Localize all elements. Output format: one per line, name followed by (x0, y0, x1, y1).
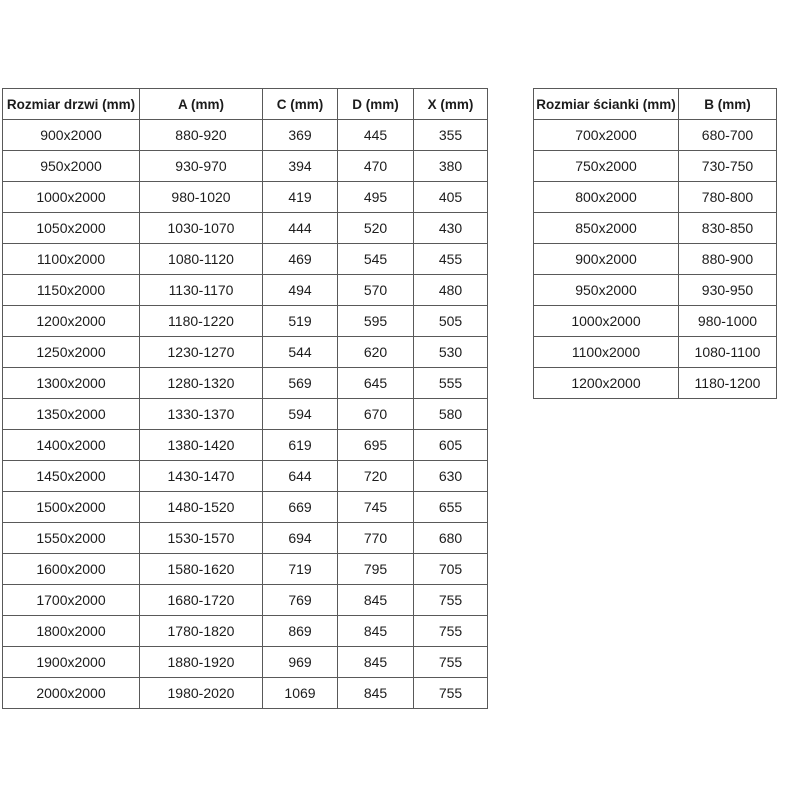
table-row (3, 213, 488, 244)
table-cell: 900x2000 (3, 120, 140, 151)
table-cell: 980-1000 (679, 306, 777, 337)
table-row (3, 554, 488, 585)
table-cell: 755 (414, 678, 488, 709)
table-cell: 405 (414, 182, 488, 213)
table-cell: 755 (414, 585, 488, 616)
table-row (3, 430, 488, 461)
table-cell: 594 (263, 399, 338, 430)
table-cell: 519 (263, 306, 338, 337)
table-cell: 494 (263, 275, 338, 306)
wall-size-table (533, 88, 777, 399)
table-cell: 950x2000 (3, 151, 140, 182)
table-cell: 980-1020 (140, 182, 263, 213)
table-cell: 845 (338, 616, 414, 647)
table-cell: 845 (338, 585, 414, 616)
table-cell: 655 (414, 492, 488, 523)
table-cell: 619 (263, 430, 338, 461)
table-row (3, 337, 488, 368)
column-header: B (mm) (679, 89, 777, 120)
door-size-table (2, 88, 488, 709)
table-cell: 850x2000 (534, 213, 679, 244)
table-cell: 1780-1820 (140, 616, 263, 647)
table-cell: 394 (263, 151, 338, 182)
table-cell: 419 (263, 182, 338, 213)
table-cell: 720 (338, 461, 414, 492)
table-cell: 1500x2000 (3, 492, 140, 523)
table-cell: 745 (338, 492, 414, 523)
table-row (3, 368, 488, 399)
table-cell: 830-850 (679, 213, 777, 244)
table-cell: 880-920 (140, 120, 263, 151)
table-cell: 694 (263, 523, 338, 554)
table-row (534, 306, 777, 337)
table-cell: 1400x2000 (3, 430, 140, 461)
table-cell: 1000x2000 (534, 306, 679, 337)
table-cell: 1350x2000 (3, 399, 140, 430)
table-cell: 930-950 (679, 275, 777, 306)
table-cell: 569 (263, 368, 338, 399)
table-cell: 570 (338, 275, 414, 306)
table-cell: 1100x2000 (534, 337, 679, 368)
table-cell: 2000x2000 (3, 678, 140, 709)
table-cell: 1450x2000 (3, 461, 140, 492)
table-row (3, 182, 488, 213)
column-header: Rozmiar ścianki (mm) (534, 89, 679, 120)
table-cell: 1980-2020 (140, 678, 263, 709)
table-cell: 580 (414, 399, 488, 430)
table-row (534, 337, 777, 368)
table-cell: 670 (338, 399, 414, 430)
table-row (3, 461, 488, 492)
table-cell: 1100x2000 (3, 244, 140, 275)
table-cell: 900x2000 (534, 244, 679, 275)
column-header: D (mm) (338, 89, 414, 120)
table-cell: 845 (338, 678, 414, 709)
table-row (534, 275, 777, 306)
table-cell: 1069 (263, 678, 338, 709)
table-cell: 520 (338, 213, 414, 244)
table-cell: 1550x2000 (3, 523, 140, 554)
table-cell: 455 (414, 244, 488, 275)
table-cell: 1150x2000 (3, 275, 140, 306)
table-cell: 595 (338, 306, 414, 337)
table-cell: 545 (338, 244, 414, 275)
table-cell: 1200x2000 (534, 368, 679, 399)
table-row (534, 151, 777, 182)
table-row (3, 678, 488, 709)
table-cell: 1030-1070 (140, 213, 263, 244)
table-cell: 444 (263, 213, 338, 244)
table-cell: 755 (414, 616, 488, 647)
table-cell: 620 (338, 337, 414, 368)
table-cell: 1280-1320 (140, 368, 263, 399)
table-cell: 1180-1220 (140, 306, 263, 337)
table-cell: 555 (414, 368, 488, 399)
table-row (3, 585, 488, 616)
table-cell: 755 (414, 647, 488, 678)
table-row (534, 368, 777, 399)
door-table-header-row (3, 89, 488, 120)
table-row (3, 151, 488, 182)
table-row (3, 120, 488, 151)
table-cell: 769 (263, 585, 338, 616)
table-cell: 1700x2000 (3, 585, 140, 616)
table-cell: 880-900 (679, 244, 777, 275)
table-cell: 680-700 (679, 120, 777, 151)
table-cell: 1900x2000 (3, 647, 140, 678)
table-cell: 1800x2000 (3, 616, 140, 647)
table-cell: 1130-1170 (140, 275, 263, 306)
table-cell: 1600x2000 (3, 554, 140, 585)
table-cell: 1680-1720 (140, 585, 263, 616)
table-cell: 1080-1120 (140, 244, 263, 275)
table-cell: 544 (263, 337, 338, 368)
table-row (534, 213, 777, 244)
table-cell: 730-750 (679, 151, 777, 182)
table-cell: 770 (338, 523, 414, 554)
table-cell: 645 (338, 368, 414, 399)
table-cell: 1380-1420 (140, 430, 263, 461)
table-cell: 369 (263, 120, 338, 151)
table-cell: 750x2000 (534, 151, 679, 182)
table-cell: 630 (414, 461, 488, 492)
table-cell: 719 (263, 554, 338, 585)
table-cell: 495 (338, 182, 414, 213)
wall-table-header-row (534, 89, 777, 120)
table-cell: 1480-1520 (140, 492, 263, 523)
table-cell: 644 (263, 461, 338, 492)
table-cell: 1250x2000 (3, 337, 140, 368)
table-cell: 700x2000 (534, 120, 679, 151)
column-header: C (mm) (263, 89, 338, 120)
table-cell: 800x2000 (534, 182, 679, 213)
table-cell: 780-800 (679, 182, 777, 213)
table-row (3, 244, 488, 275)
column-header: A (mm) (140, 89, 263, 120)
table-cell: 470 (338, 151, 414, 182)
table-cell: 1080-1100 (679, 337, 777, 368)
table-cell: 530 (414, 337, 488, 368)
table-cell: 1880-1920 (140, 647, 263, 678)
column-header: X (mm) (414, 89, 488, 120)
table-cell: 705 (414, 554, 488, 585)
table-cell: 1180-1200 (679, 368, 777, 399)
table-row (3, 616, 488, 647)
table-cell: 469 (263, 244, 338, 275)
table-cell: 445 (338, 120, 414, 151)
table-cell: 380 (414, 151, 488, 182)
table-cell: 1200x2000 (3, 306, 140, 337)
table-row (534, 120, 777, 151)
table-cell: 1430-1470 (140, 461, 263, 492)
table-row (534, 182, 777, 213)
table-cell: 1330-1370 (140, 399, 263, 430)
table-cell: 505 (414, 306, 488, 337)
table-cell: 1580-1620 (140, 554, 263, 585)
table-cell: 845 (338, 647, 414, 678)
table-row (3, 275, 488, 306)
table-row (3, 523, 488, 554)
table-cell: 930-970 (140, 151, 263, 182)
table-cell: 669 (263, 492, 338, 523)
table-cell: 1230-1270 (140, 337, 263, 368)
table-cell: 480 (414, 275, 488, 306)
table-row (3, 399, 488, 430)
column-header: Rozmiar drzwi (mm) (3, 89, 140, 120)
table-row (3, 647, 488, 678)
table-cell: 695 (338, 430, 414, 461)
table-cell: 355 (414, 120, 488, 151)
table-cell: 795 (338, 554, 414, 585)
table-row (3, 492, 488, 523)
table-cell: 950x2000 (534, 275, 679, 306)
table-cell: 969 (263, 647, 338, 678)
table-cell: 605 (414, 430, 488, 461)
table-cell: 430 (414, 213, 488, 244)
table-cell: 680 (414, 523, 488, 554)
table-cell: 1530-1570 (140, 523, 263, 554)
table-row (3, 306, 488, 337)
table-cell: 1000x2000 (3, 182, 140, 213)
table-row (534, 244, 777, 275)
table-cell: 869 (263, 616, 338, 647)
table-cell: 1050x2000 (3, 213, 140, 244)
table-cell: 1300x2000 (3, 368, 140, 399)
